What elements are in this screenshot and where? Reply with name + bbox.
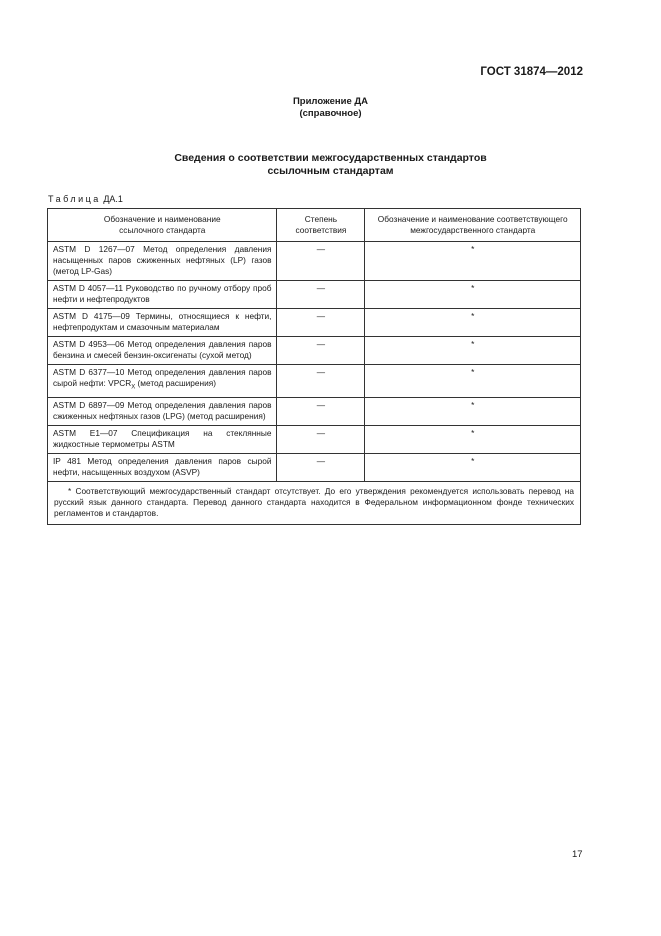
table-row — [48, 453, 581, 481]
referenced-standard-cell: ASTM D 6897—09 Метод определения давления паров сжиженных нефтяных газов (LPG) (метод расширения) — [48, 397, 277, 425]
referenced-standard-cell: IP 481 Метод определения давления паров сырой нефти, насыщенных воздухом (ASVP) — [48, 453, 277, 481]
table-footnote-row — [48, 481, 581, 524]
table-row — [48, 337, 581, 365]
page-number: 17 — [572, 849, 583, 860]
table-row — [48, 365, 581, 398]
interstate-standard-cell: * — [365, 397, 581, 425]
table-row — [48, 242, 581, 281]
document-title-line1: Сведения о соответствии межгосударственных стандартов — [174, 152, 487, 164]
referenced-standard-cell: ASTM D 4175—09 Термины, относящиеся к нефти, нефтепродуктам и смазочным материалам — [48, 309, 277, 337]
document-title — [0, 152, 661, 178]
referenced-standard-cell: ASTM D 4057—11 Руководство по ручному отбору проб нефти и нефтепродуктов — [48, 281, 277, 309]
degree-cell: — — [277, 281, 365, 309]
degree-cell: — — [277, 397, 365, 425]
degree-cell: — — [277, 425, 365, 453]
interstate-standard-cell: * — [365, 453, 581, 481]
document-title-line2: ссылочным стандартам — [267, 165, 394, 177]
table-row — [48, 425, 581, 453]
interstate-standard-cell: * — [365, 337, 581, 365]
degree-cell: — — [277, 337, 365, 365]
degree-cell: — — [277, 365, 365, 398]
interstate-standard-cell: * — [365, 281, 581, 309]
referenced-standard-cell: ASTM D 1267—07 Метод определения давления насыщенных паров сжиженных нефтяных (LP) газов (метод LP-Gas) — [48, 242, 277, 281]
interstate-standard-cell: * — [365, 365, 581, 398]
interstate-standard-cell: * — [365, 242, 581, 281]
referenced-standard-cell: ASTM E1—07 Спецификация на стеклянные жидкостные термометры ASTM — [48, 425, 277, 453]
appendix-subtitle: (справочное) — [299, 108, 362, 119]
correspondence-table — [47, 208, 581, 525]
header-degree: Степень соответствия — [277, 209, 365, 242]
referenced-standard-cell: ASTM D 4953—06 Метод определения давления паров бензина и смесей бензин-оксигенаты (сухой метод) — [48, 337, 277, 365]
table-caption-id: ДА.1 — [103, 194, 123, 204]
appendix-title: Приложение ДА — [292, 96, 369, 107]
table-header-row — [48, 209, 581, 242]
appendix-heading — [0, 96, 661, 120]
table-caption-word: Таблица — [48, 194, 101, 204]
table-caption — [48, 194, 123, 204]
table-row — [48, 281, 581, 309]
referenced-standard-cell: ASTM D 6377—10 Метод определения давления паров сырой нефти: $VPCR_X$ (метод расширения) — [48, 365, 277, 398]
header-interstate-standard: Обозначение и наименование соответствующего межгосударственного стандарта — [365, 209, 581, 242]
table-row — [48, 397, 581, 425]
table-footnote: * Соответствующий межгосударственный стандарт отсутствует. До его утверждения рекомендуется использовать перевод на русский язык данного стандарта. Перевод данного стандарта находится в Федеральном информационном фонде технических регламентов и стандартов. — [48, 481, 581, 524]
degree-cell: — — [277, 453, 365, 481]
table-row — [48, 309, 581, 337]
standard-code: ГОСТ 31874—2012 — [480, 66, 583, 78]
interstate-standard-cell: * — [365, 309, 581, 337]
header-referenced-standard: Обозначение и наименование ссылочного стандарта — [48, 209, 277, 242]
interstate-standard-cell: * — [365, 425, 581, 453]
degree-cell: — — [277, 309, 365, 337]
degree-cell: — — [277, 242, 365, 281]
